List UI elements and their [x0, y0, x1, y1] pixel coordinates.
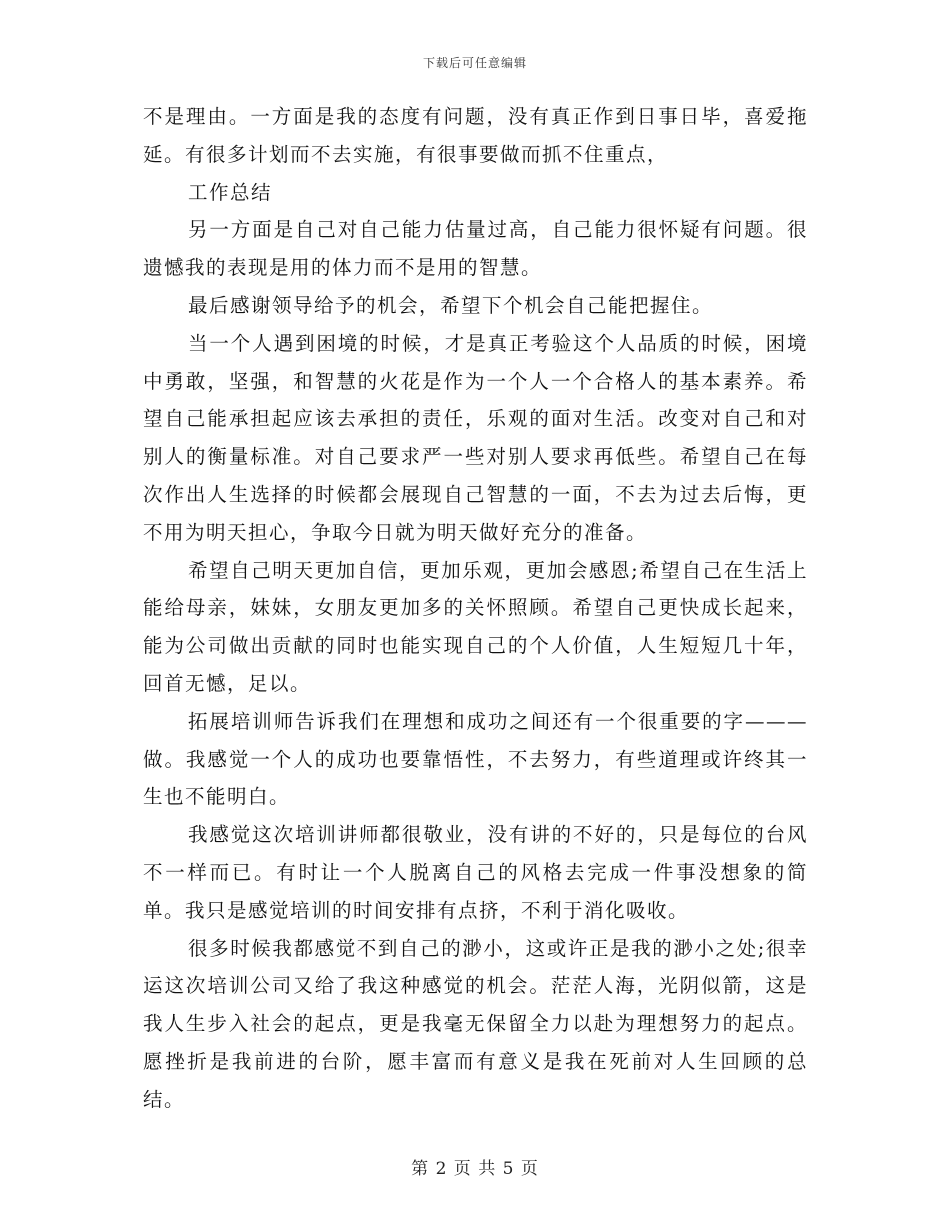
paragraph-7: 拓展培训师告诉我们在理想和成功之间还有一个很重要的字———做。我感觉一个人的成功也要靠悟性，不去努力，有些道理或许终其一生也不能明白。: [143, 709, 808, 809]
paragraph-5: 当一个人遇到困境的时候，才是真正考验这个人品质的时候，困境中勇敢，坚强，和智慧的火花是作为一个人一个合格人的基本素养。希望自己能承担起应该去承担的责任，乐观的面对生活。改变对自己和对别人的衡量标准。对自己要求严一些对别人要求再低些。希望自己在每次作出人生选择的时候都会展现自己智慧的一面，不去为过去后悔，更不用为明天担心，争取今日就为明天做好充分的准备。: [143, 331, 808, 544]
paragraph-6: 希望自己明天更加自信，更加乐观，更加会感恩;希望自己在生活上能给母亲，妹妹，女朋友更加多的关怀照顾。希望自己更快成长起来，能为公司做出贡献的同时也能实现自己的个人价值，人生短短几十年，回首无憾，足以。: [143, 558, 808, 695]
paragraph-2: 工作总结: [188, 180, 273, 204]
paragraph-8: 我感觉这次培训讲师都很敬业，没有讲的不好的，只是每位的台风不一样而已。有时让一个人脱离自己的风格去完成一件事没想象的简单。我只是感觉培训的时间安排有点挤，不利于消化吸收。: [143, 823, 808, 922]
paragraph-4: 最后感谢领导给予的机会，希望下个机会自己能把握住。: [188, 293, 714, 317]
paragraph-1: 不是理由。一方面是我的态度有问题，没有真正作到日事日毕，喜爱拖延。有很多计划而不去实施，有很事要做而抓不住重点，: [143, 105, 808, 166]
page-header: 下载后可任意编辑: [422, 56, 527, 70]
paragraph-9: 很多时候我都感觉不到自己的渺小，这或许正是我的渺小之处;很幸运这次培训公司又给了我这种感觉的机会。茫茫人海，光阴似箭，这是我人生步入社会的起点，更是我毫无保留全力以赴为理想努力的起点。愿挫折是我前进的台阶，愿丰富而有意义是我在死前对人生回顾的总结。: [143, 936, 808, 1111]
page-footer: 第 2 页 共 5 页: [411, 1159, 539, 1179]
document-body: [143, 98, 808, 1119]
paragraph-3: 另一方面是自己对自己能力估量过高，自己能力很怀疑有问题。很遗憾我的表现是用的体力而不是用的智慧。: [143, 218, 808, 280]
